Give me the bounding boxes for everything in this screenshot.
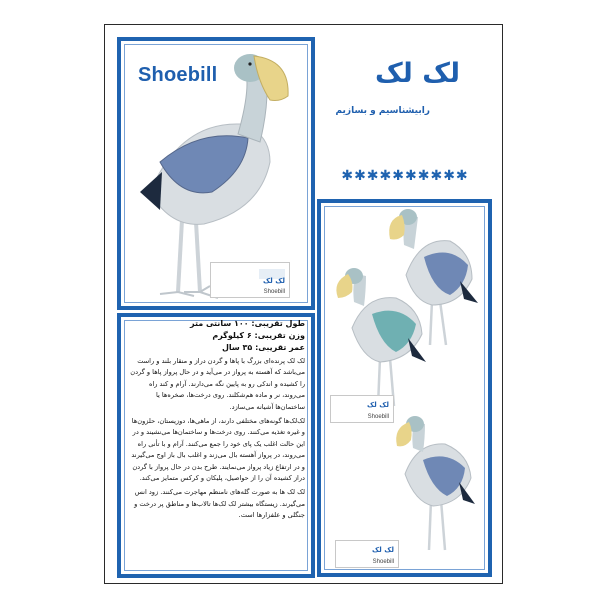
persian-title: لک لک [375,58,460,89]
stat-weight: وزن تقریبی: ۶ کیلوگرم [212,331,305,340]
stat-length: طول تقریبی: ۱۰۰ سانتی متر [189,319,305,328]
name-card-small: لک لک Shoebill [330,395,394,423]
persian-subtitle: رابیشناسیم و بسازیم [335,106,430,116]
info-paragraph: لک لک پرنده‌ای بزرگ با پاها و گردن دراز و منقار بلند و راست می‌باشد که آهسته به پرواز در می‌آید و در حال پرواز پاها و گردن را کشیده و اندکی رو به پایین نگه می‌دارند. آرام و کند راه می‌روند، نر و ماده هم‌شکلند. روی درخت‌ها، صخره‌ها یا ساختمان‌ها آشیانه می‌سازد. [130,357,305,411]
star-divider: ✱✱✱✱✱✱✱✱✱✱ [341,168,469,184]
stat-age: عمر تقریبی: ۳۵ سال [221,343,305,352]
name-card: لک لک Shoebill [210,262,290,298]
name-card-small: لک لک Shoebill [335,540,399,568]
shoebill-model-2 [330,262,435,412]
info-paragraph: لک لک ها به صورت گله‌های نامنظم مهاجرت می‌کنند. زود انس می‌گیرند. زیستگاه بیشتر لک لک‌ها تالاب‌ها و مناطق پر درخت و جنگلی و علفزارها است. [134,488,305,520]
shoebill-model-3 [385,408,485,560]
info-text [128,318,305,525]
info-paragraph: لک‌لک‌ها گونه‌های مختلفی دارند، از ماهی‌ها، دوزیستان، حلزون‌ها و غیره تغذیه می‌کنند. روی درخت‌ها و ساختمان‌ها می‌نشیند و در این حالت اغلب یک پای خود را جمع می‌کنند. آرام و با تأنی راه می‌روند، در پرواز آهسته بال می‌زند و اغلب بال‌ باز اوج می‌گیرند و در ارتفاع زیاد پرواز می‌نمایند. طرح بدن در حال پرواز با گردن دراز کشیده آن را از حواصیل، پلیکان و کرکس متمایز می‌کند. [131,417,305,483]
english-title: Shoebill [138,64,218,86]
